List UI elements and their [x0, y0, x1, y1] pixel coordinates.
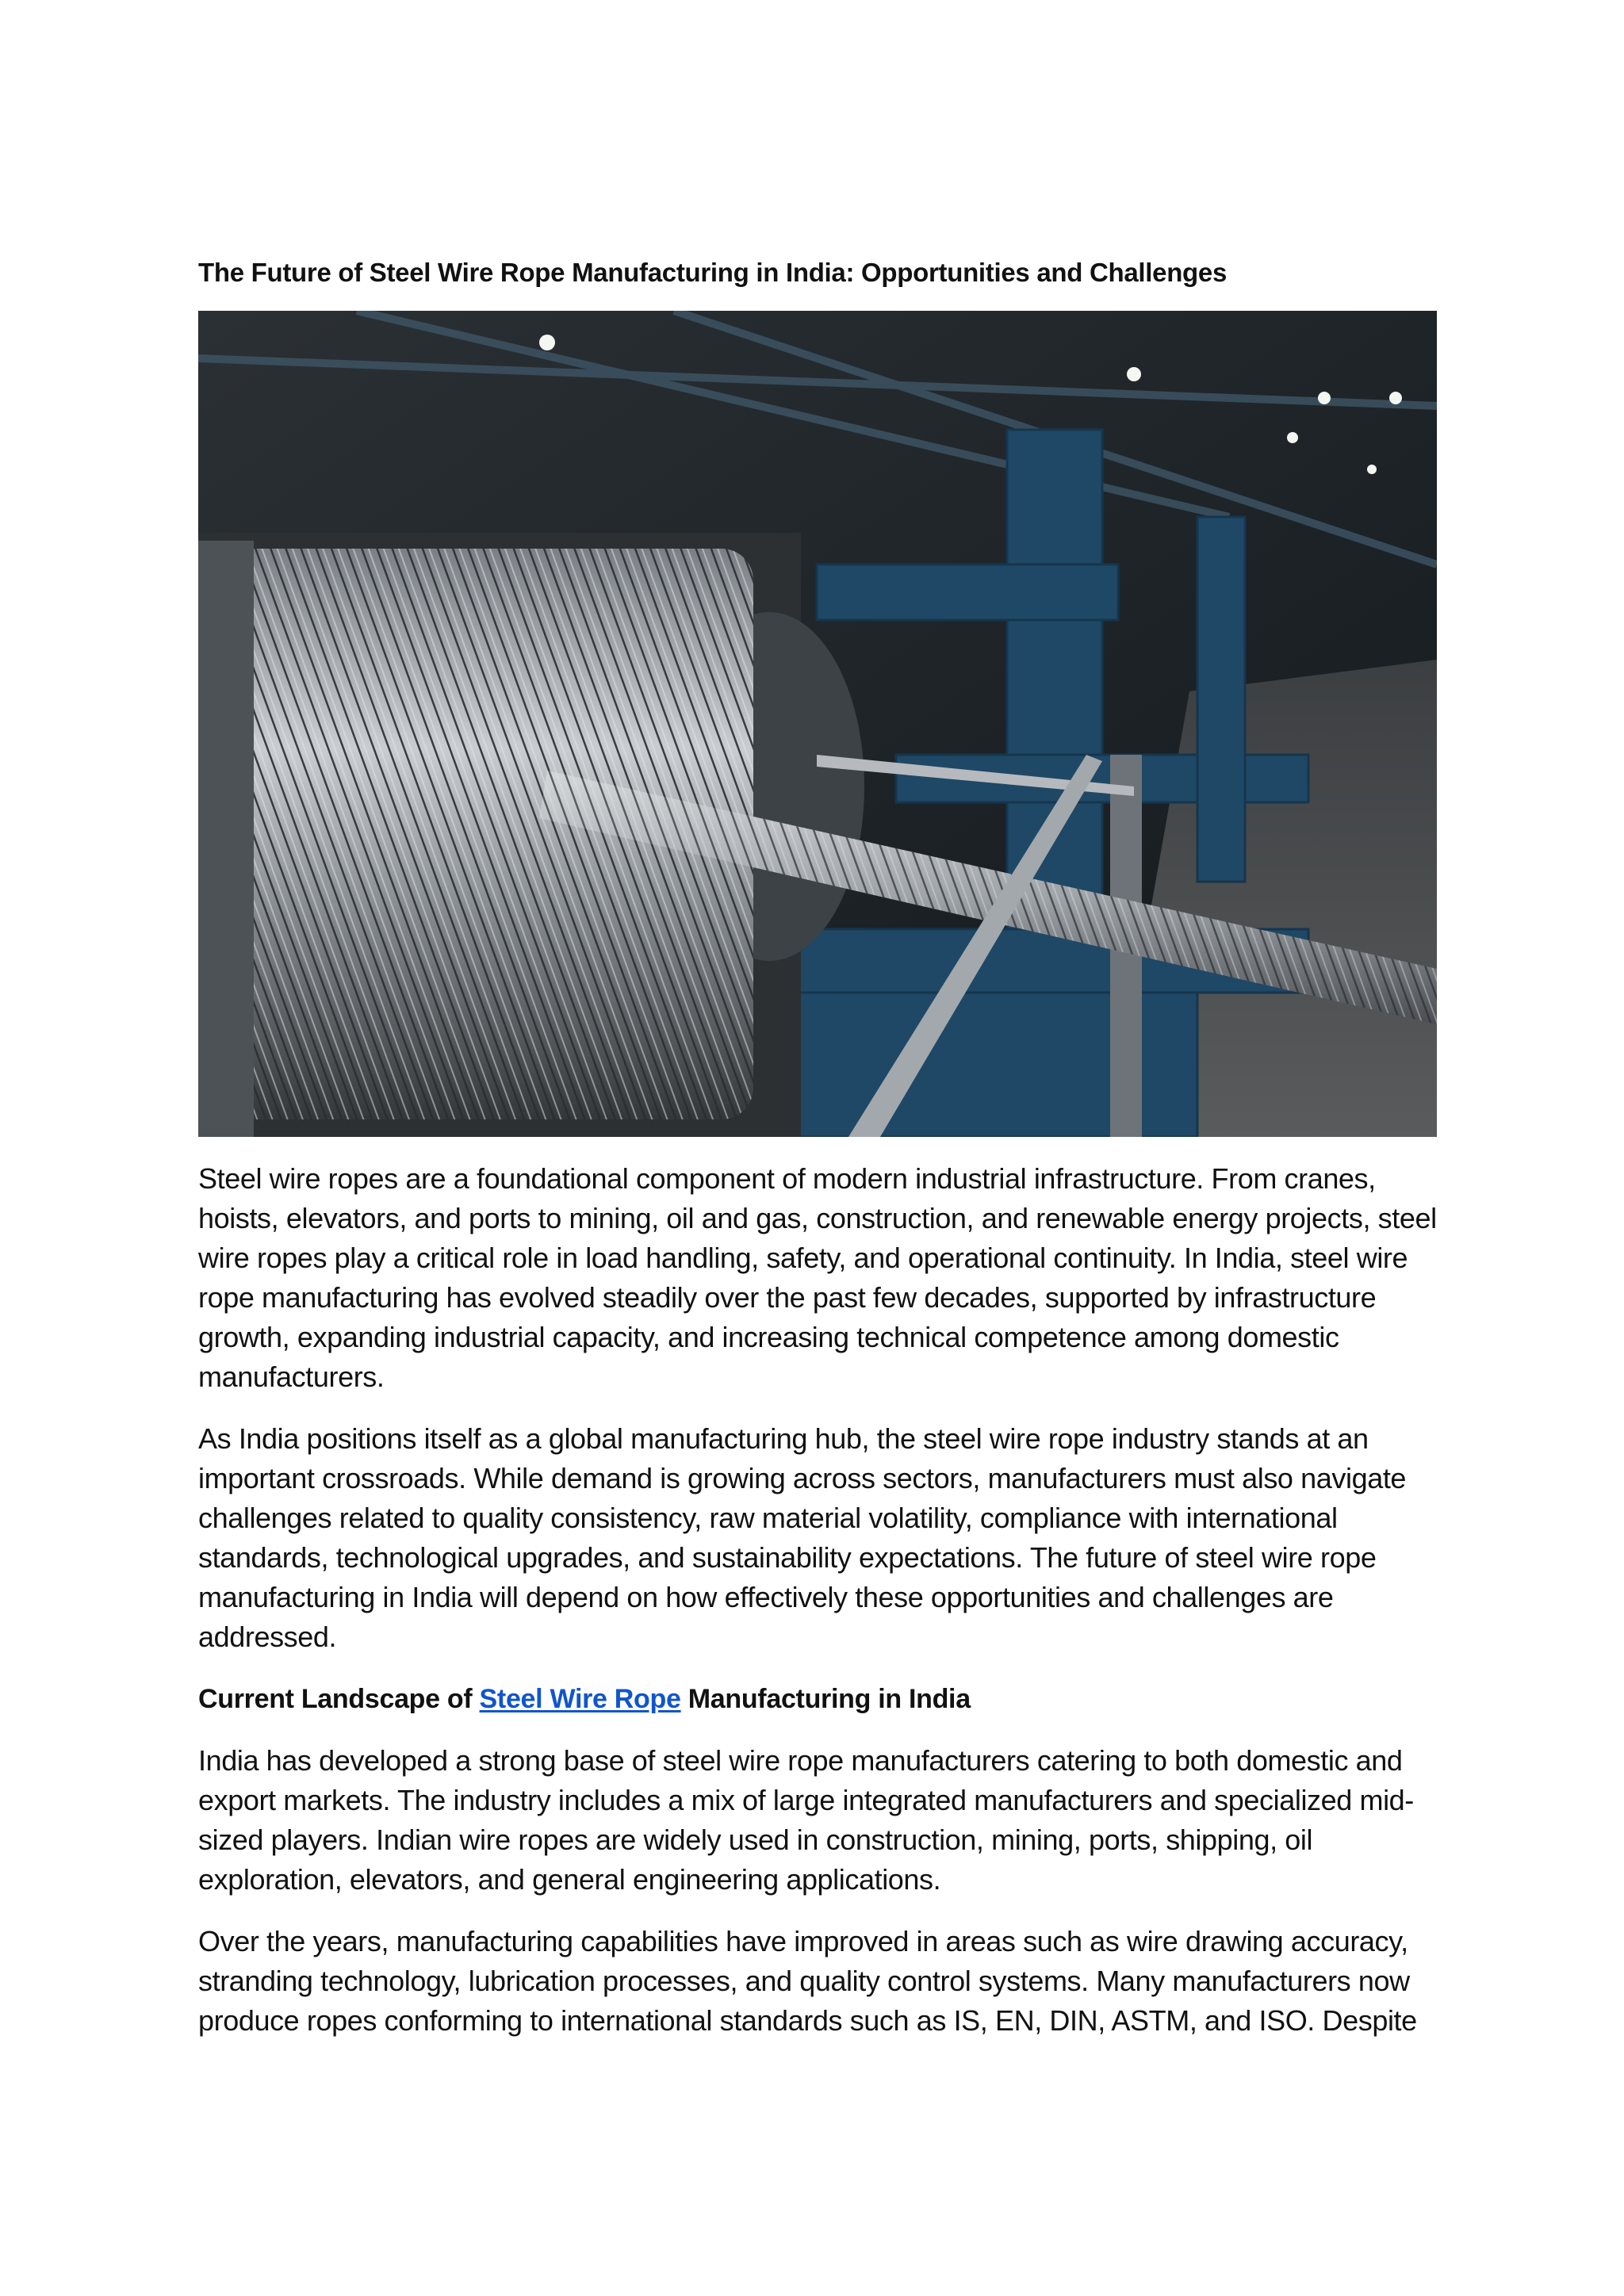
section-heading: [198, 1679, 1437, 1719]
section-paragraph-1: India has developed a strong base of steel wire rope manufacturers catering to both domestic and export markets. The industry includes a mix of large integrated manufacturers and specialized mid-sized players. Indian wire ropes are widely used in construction, mining, ports, shipping, oil exploration, elevators, and general engineering applications.: [198, 1744, 1414, 1896]
intro-paragraph-1: Steel wire ropes are a foundational component of modern industrial infrastructure. From cranes, hoists, elevators, and ports to mining, oil and gas, construction, and renewable energy projects, steel wire ropes play a critical role in load handling, safety, and operational continuity. In India, steel wire rope manufacturing has evolved steadily over the past few decades, supported by infrastructure growth, expanding industrial capacity, and increasing technical competence among domestic manufacturers.: [198, 1162, 1437, 1393]
document-title: The Future of Steel Wire Rope Manufacturing in India: Opportunities and Challenges: [198, 258, 1228, 287]
intro-paragraph-2: As India positions itself as a global manufacturing hub, the steel wire rope industry stands at an important crossroads. While demand is growing across sectors, manufacturers must also navigate challenges related to quality consistency, raw material volatility, compliance with international standards, technological upgrades, and sustainability expectations. The future of steel wire rope manufacturing in India will depend on how effectively these opportunities and challenges are addressed.: [198, 1422, 1407, 1653]
section-heading-prefix: Current Landscape of: [198, 1684, 480, 1714]
section-paragraph-2: Over the years, manufacturing capabilities have improved in areas such as wire drawing accuracy, stranding technology, lubrication processes, and quality control systems. Many manufacturers now produce ropes conforming to international standards such as IS, EN, DIN, ASTM, and ISO. Despite: [198, 1925, 1417, 2037]
section-heading-suffix: Manufacturing in India: [680, 1684, 971, 1714]
hero-image: [198, 311, 1437, 1137]
steel-wire-rope-link[interactable]: Steel Wire Rope: [479, 1684, 681, 1714]
